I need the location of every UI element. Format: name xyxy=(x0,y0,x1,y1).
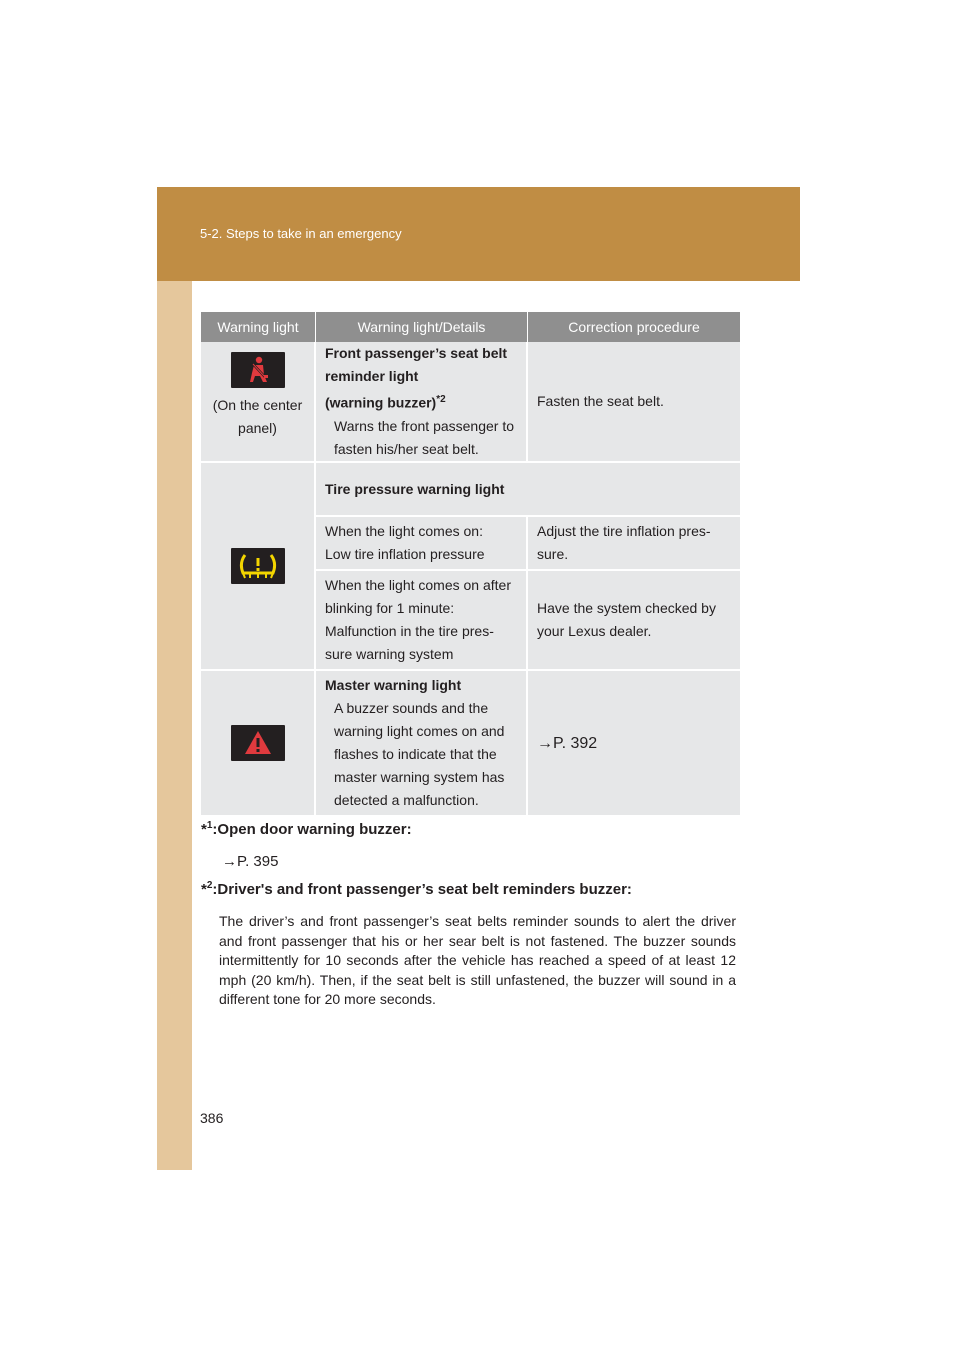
detail-line: When the light comes on after xyxy=(325,577,511,593)
details-cell xyxy=(316,342,528,461)
table-row xyxy=(201,463,740,671)
row-title-line: Front passenger’s seat belt xyxy=(325,345,508,362)
correction-cell: Have the system checked by your Lexus dealer. xyxy=(537,600,716,639)
row-detail: Warns the front passenger to fasten his/her seat belt. xyxy=(334,417,515,457)
icon-cell xyxy=(201,342,316,461)
detail-line: When the light comes on: xyxy=(325,523,483,539)
page-number: 386 xyxy=(200,1110,224,1126)
master-warning-icon xyxy=(231,725,285,761)
sub-row xyxy=(316,571,740,669)
column-header-correction: Correction procedure xyxy=(568,319,700,335)
footnote-1-reference: →P. 395 xyxy=(222,853,279,870)
row-title-line: (warning buzzer)$^{*2}$ xyxy=(325,394,446,411)
table-header xyxy=(201,312,740,342)
details-cell xyxy=(316,671,528,815)
footnote-marker: *2 xyxy=(436,394,446,406)
icon-caption: (On the center panel) xyxy=(212,396,303,436)
footnote-2-title: *$^2$:Driver's and front passenger’s seat belt reminders buzzer: xyxy=(201,880,632,898)
sub-row xyxy=(316,517,740,571)
correction-cell: Fasten the seat belt. xyxy=(537,393,664,409)
section-title: 5-2. Steps to take in an emergency xyxy=(200,226,402,241)
row-title-line: reminder light xyxy=(325,368,419,385)
tire-pressure-warning-icon xyxy=(231,548,285,584)
row-detail: A buzzer sounds and the warning light comes on and flashes to indicate that the master warning system has detected a malfunction. xyxy=(334,700,505,808)
tire-pressure-subrows xyxy=(316,463,740,669)
warning-light-table xyxy=(201,312,740,815)
details-cell xyxy=(316,571,528,669)
icon-cell xyxy=(201,463,316,669)
footnote-1-title: *$^1$:Open door warning buzzer: xyxy=(201,820,412,838)
icon-cell xyxy=(201,671,316,815)
table-row xyxy=(201,671,740,815)
detail-line: Low tire inflation pressure xyxy=(325,546,485,562)
detail-line: blinking for 1 minute: xyxy=(325,600,455,616)
row-title: Tire pressure warning light xyxy=(325,480,505,497)
detail-line: sure warning system xyxy=(325,646,454,662)
correction-cell: →P. 392 xyxy=(537,734,598,752)
seat-belt-reminder-icon xyxy=(231,352,285,388)
row-title: Master warning light xyxy=(325,677,462,693)
sub-row xyxy=(316,463,740,517)
footnote-2-body: The driver’s and front passenger’s seat belts reminder sounds to alert the driver and front passenger that his or her sear belt is not fastened. The buzzer sounds intermittently for 10 seconds after the vehicle has reached a speed of at least 12 mph (20 km/h). Then, if the seat belt is still unfastened, the buzzer will sound in a different tone for 20 more seconds. xyxy=(219,913,736,1007)
side-strip xyxy=(157,187,192,1170)
details-cell xyxy=(316,517,528,569)
column-header-details: Warning light/Details xyxy=(316,312,528,342)
table-row xyxy=(201,342,740,463)
detail-line: Malfunction in the tire pres- xyxy=(325,623,494,639)
column-header-warning-light: Warning light xyxy=(201,312,316,342)
correction-cell: Adjust the tire inflation pres-sure. xyxy=(537,523,711,562)
